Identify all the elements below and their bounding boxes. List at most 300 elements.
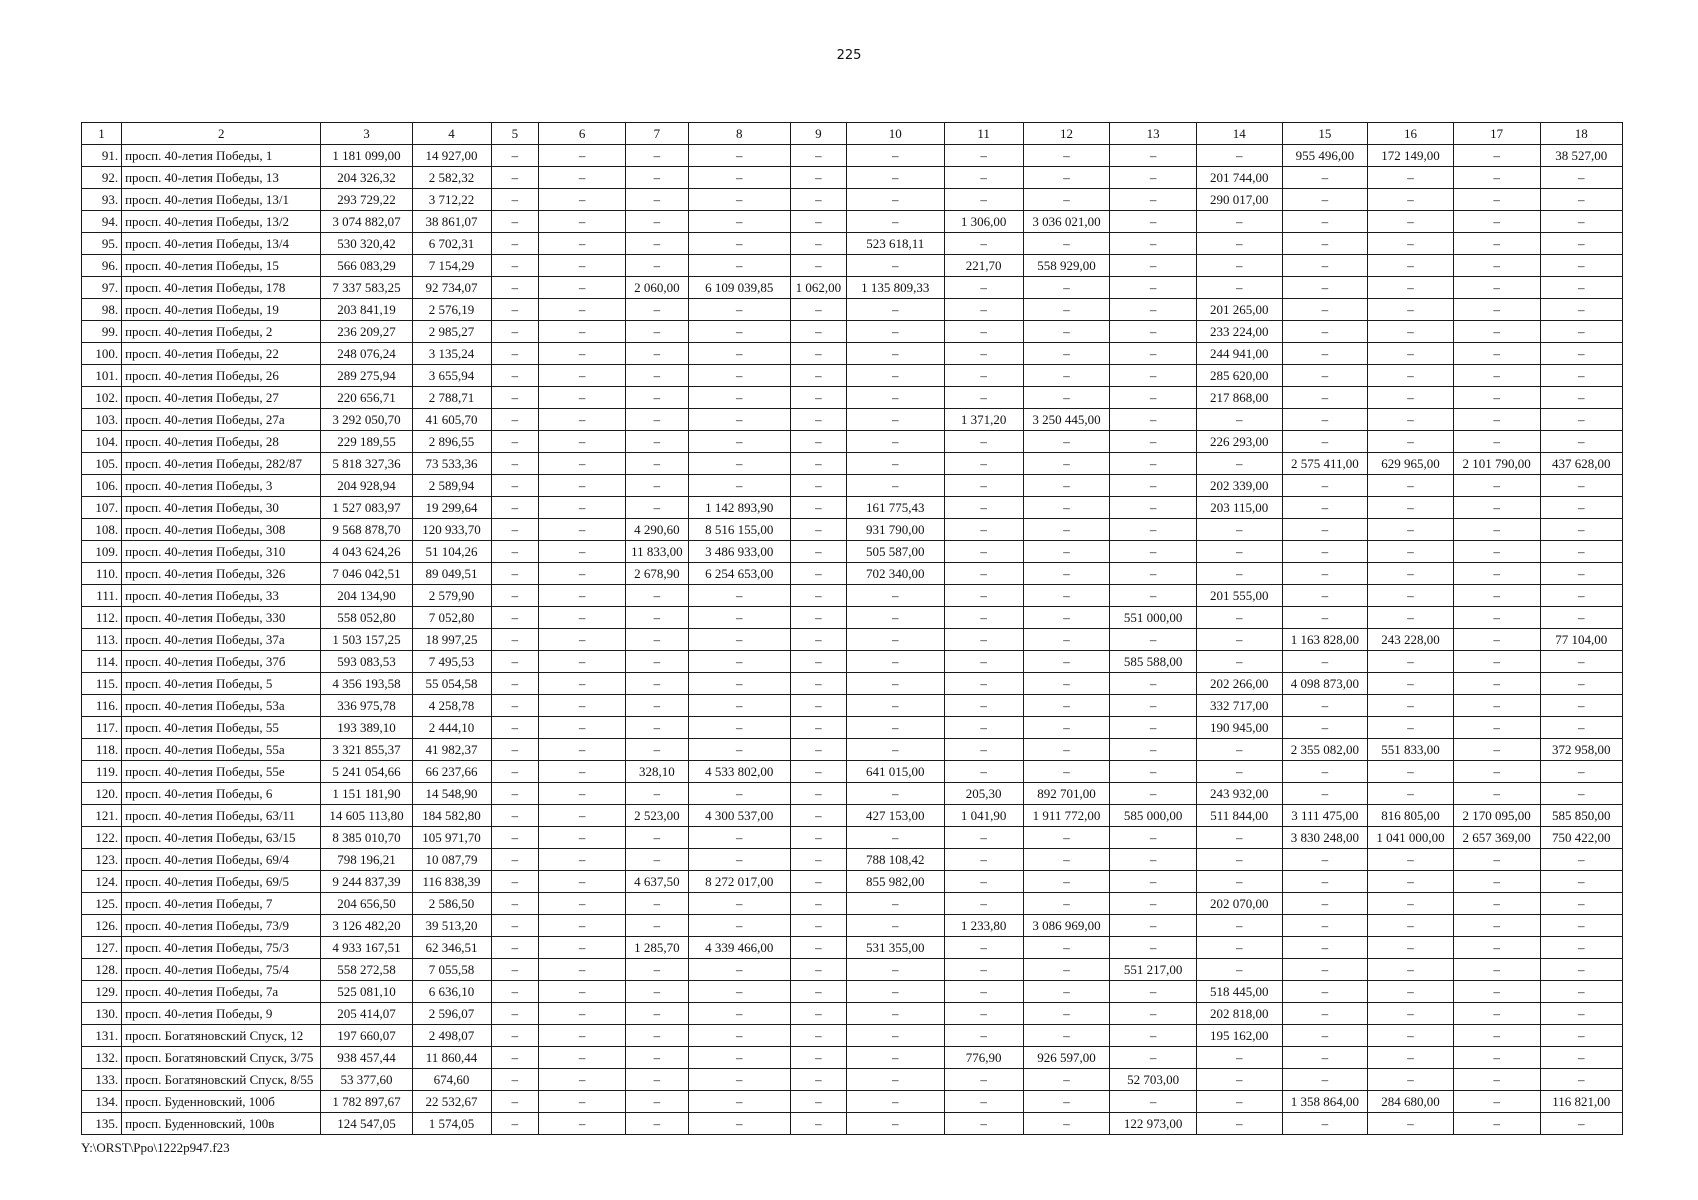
value-cell: – [625,299,688,321]
row-number: 116. [82,695,122,717]
value-cell: – [1453,431,1540,453]
value-cell: – [688,475,790,497]
value-cell: – [1110,629,1197,651]
value-cell: – [491,739,539,761]
page-number: 225 [836,48,862,63]
address-cell: просп. 40-летия Победы, 19 [122,299,321,321]
row-number: 108. [82,519,122,541]
value-cell: 243 228,00 [1368,629,1454,651]
value-cell: – [491,673,539,695]
value-cell: 190 945,00 [1197,717,1283,739]
value-cell: 6 702,31 [412,233,491,255]
address-cell: просп. 40-летия Победы, 30 [122,497,321,519]
value-cell: – [1110,849,1197,871]
value-cell: – [790,717,846,739]
value-cell: – [944,299,1023,321]
value-cell: – [1368,585,1454,607]
row-number: 91. [82,145,122,167]
value-cell: – [1023,497,1110,519]
value-cell: – [1453,321,1540,343]
value-cell: 193 389,10 [321,717,412,739]
column-header: 18 [1540,123,1622,145]
address-cell: просп. Буденновский, 100в [122,1113,321,1135]
value-cell: 55 054,58 [412,673,491,695]
row-number: 121. [82,805,122,827]
value-cell: – [790,849,846,871]
column-header: 9 [790,123,846,145]
address-cell: просп. 40-летия Победы, 33 [122,585,321,607]
value-cell: – [1023,343,1110,365]
value-cell: – [944,981,1023,1003]
value-cell: – [1197,915,1283,937]
value-cell: 220 656,71 [321,387,412,409]
table-row [82,233,1623,255]
value-cell: – [847,981,945,1003]
value-cell: – [539,563,626,585]
row-number: 96. [82,255,122,277]
value-cell: – [491,365,539,387]
value-cell: 11 860,44 [412,1047,491,1069]
value-cell: – [688,959,790,981]
value-cell: – [847,167,945,189]
value-cell: 201 265,00 [1197,299,1283,321]
value-cell: – [491,387,539,409]
address-cell: просп. 40-летия Победы, 55е [122,761,321,783]
value-cell: 530 320,42 [321,233,412,255]
value-cell: – [1453,915,1540,937]
value-cell: 8 516 155,00 [688,519,790,541]
value-cell: – [1453,937,1540,959]
value-cell: – [1110,563,1197,585]
value-cell: – [491,805,539,827]
value-cell: – [625,453,688,475]
value-cell: 289 275,94 [321,365,412,387]
value-cell: 7 495,53 [412,651,491,673]
value-cell: – [790,211,846,233]
value-cell: – [625,343,688,365]
value-cell: 197 660,07 [321,1025,412,1047]
value-cell: 3 486 933,00 [688,541,790,563]
value-cell: – [1368,695,1454,717]
value-cell: – [790,145,846,167]
value-cell: – [491,849,539,871]
value-cell: – [790,563,846,585]
value-cell: – [688,189,790,211]
value-cell: 226 293,00 [1197,431,1283,453]
address-cell: просп. 40-летия Победы, 308 [122,519,321,541]
row-number: 110. [82,563,122,585]
value-cell: – [1197,871,1283,893]
value-cell: – [790,937,846,959]
value-cell: 2 101 790,00 [1453,453,1540,475]
column-header: 2 [122,123,321,145]
column-header: 17 [1453,123,1540,145]
value-cell: – [625,1069,688,1091]
value-cell: – [1197,233,1283,255]
value-cell: – [625,431,688,453]
value-cell: 3 712,22 [412,189,491,211]
value-cell: – [1453,255,1540,277]
value-cell: – [491,871,539,893]
value-cell: 202 818,00 [1197,1003,1283,1025]
value-cell: – [1540,783,1622,805]
value-cell: – [1282,607,1368,629]
value-cell: – [1453,717,1540,739]
value-cell: – [491,321,539,343]
value-cell: – [1110,871,1197,893]
value-cell: – [1540,651,1622,673]
address-cell: просп. 40-летия Победы, 5 [122,673,321,695]
value-cell: 120 933,70 [412,519,491,541]
value-cell: – [491,453,539,475]
value-cell: 2 985,27 [412,321,491,343]
value-cell: – [847,673,945,695]
value-cell: – [790,343,846,365]
value-cell: – [1368,255,1454,277]
value-cell: – [1368,189,1454,211]
value-cell: – [491,1047,539,1069]
value-cell: – [944,563,1023,585]
value-cell: 2 788,71 [412,387,491,409]
value-cell: 3 321 855,37 [321,739,412,761]
value-cell: – [491,717,539,739]
value-cell: 1 142 893,90 [688,497,790,519]
value-cell: 2 586,50 [412,893,491,915]
row-number: 102. [82,387,122,409]
value-cell: 205 414,07 [321,1003,412,1025]
value-cell: – [847,959,945,981]
value-cell: – [1453,233,1540,255]
row-number: 95. [82,233,122,255]
value-cell: 1 527 083,97 [321,497,412,519]
value-cell: – [625,497,688,519]
value-cell: – [1453,959,1540,981]
value-cell: – [539,321,626,343]
value-cell: – [625,739,688,761]
value-cell: – [790,233,846,255]
value-cell: – [1368,343,1454,365]
value-cell: – [688,167,790,189]
value-cell: – [539,189,626,211]
value-cell: – [1540,607,1622,629]
value-cell: – [1453,343,1540,365]
value-cell: – [1197,255,1283,277]
value-cell: – [1540,475,1622,497]
table-row [82,981,1623,1003]
value-cell: – [1023,651,1110,673]
value-cell: – [944,629,1023,651]
value-cell: – [790,1113,846,1135]
value-cell: – [1197,1113,1283,1135]
value-cell: 184 582,80 [412,805,491,827]
address-cell: просп. 40-летия Победы, 28 [122,431,321,453]
value-cell: 328,10 [625,761,688,783]
value-cell: – [688,629,790,651]
value-cell: 511 844,00 [1197,805,1283,827]
value-cell: – [1023,717,1110,739]
value-cell: – [1282,277,1368,299]
value-cell: – [847,453,945,475]
value-cell: – [1368,387,1454,409]
row-number: 103. [82,409,122,431]
value-cell: – [790,321,846,343]
value-cell: – [944,145,1023,167]
value-cell: – [944,673,1023,695]
address-cell: просп. 40-летия Победы, 330 [122,607,321,629]
value-cell: – [790,871,846,893]
value-cell: 38 527,00 [1540,145,1622,167]
value-cell: 4 290,60 [625,519,688,541]
value-cell: – [847,211,945,233]
column-header: 10 [847,123,945,145]
row-number: 92. [82,167,122,189]
value-cell: 7 055,58 [412,959,491,981]
value-cell: 336 975,78 [321,695,412,717]
value-cell: – [1282,431,1368,453]
value-cell: – [1023,321,1110,343]
value-cell: 62 346,51 [412,937,491,959]
value-cell: – [1282,1047,1368,1069]
value-cell: – [1197,211,1283,233]
address-cell: просп. 40-летия Победы, 7 [122,893,321,915]
value-cell: – [847,695,945,717]
value-cell: – [539,299,626,321]
value-cell: 124 547,05 [321,1113,412,1135]
table-row [82,563,1623,585]
value-cell: – [688,233,790,255]
column-header: 7 [625,123,688,145]
table-row [82,211,1623,233]
value-cell: 66 237,66 [412,761,491,783]
value-cell: – [491,145,539,167]
value-cell: 551 833,00 [1368,739,1454,761]
value-cell: – [1453,1025,1540,1047]
value-cell: – [1282,233,1368,255]
value-cell: – [539,365,626,387]
row-number: 112. [82,607,122,629]
table-row [82,365,1623,387]
value-cell: 4 339 466,00 [688,937,790,959]
value-cell: 116 821,00 [1540,1091,1622,1113]
value-cell: – [944,717,1023,739]
column-header: 13 [1110,123,1197,145]
value-cell: – [1453,695,1540,717]
value-cell: – [847,1047,945,1069]
value-cell: – [1453,519,1540,541]
value-cell: 38 861,07 [412,211,491,233]
value-cell: – [491,255,539,277]
value-cell: 558 272,58 [321,959,412,981]
value-cell: – [944,585,1023,607]
value-cell: – [1540,1003,1622,1025]
value-cell: – [847,827,945,849]
value-cell: – [944,497,1023,519]
value-cell: 204 134,90 [321,585,412,607]
value-cell: – [1453,365,1540,387]
value-cell: – [688,1003,790,1025]
value-cell: – [1197,563,1283,585]
value-cell: 18 997,25 [412,629,491,651]
value-cell: – [1110,585,1197,607]
value-cell: – [1110,827,1197,849]
value-cell: – [944,959,1023,981]
value-cell: – [790,475,846,497]
value-cell: 641 015,00 [847,761,945,783]
value-cell: – [1368,1069,1454,1091]
value-cell: – [1282,761,1368,783]
value-cell: – [1453,1003,1540,1025]
column-header: 14 [1197,123,1283,145]
value-cell: – [491,981,539,1003]
value-cell: – [1282,1025,1368,1047]
table-row [82,1113,1623,1135]
row-number: 130. [82,1003,122,1025]
value-cell: – [1368,167,1454,189]
value-cell: – [1110,431,1197,453]
value-cell: – [625,1113,688,1135]
value-cell: – [1110,233,1197,255]
value-cell: – [539,167,626,189]
table-row [82,629,1623,651]
value-cell: 798 196,21 [321,849,412,871]
address-cell: просп. 40-летия Победы, 1 [122,145,321,167]
address-cell: просп. 40-летия Победы, 63/15 [122,827,321,849]
value-cell: – [790,387,846,409]
value-cell: – [1453,651,1540,673]
value-cell: – [1368,893,1454,915]
row-number: 135. [82,1113,122,1135]
value-cell: – [1023,299,1110,321]
table-row [82,255,1623,277]
row-number: 104. [82,431,122,453]
value-cell: – [1453,783,1540,805]
value-cell: 5 241 054,66 [321,761,412,783]
value-cell: – [491,563,539,585]
row-number: 114. [82,651,122,673]
value-cell: – [688,145,790,167]
value-cell: – [1197,277,1283,299]
value-cell: – [1540,519,1622,541]
value-cell: – [1023,585,1110,607]
table-row [82,849,1623,871]
row-number: 111. [82,585,122,607]
value-cell: – [847,629,945,651]
value-cell: 122 973,00 [1110,1113,1197,1135]
value-cell: – [688,299,790,321]
value-cell: 1 782 897,67 [321,1091,412,1113]
value-cell: – [539,1047,626,1069]
value-cell: – [688,849,790,871]
value-cell: 1 911 772,00 [1023,805,1110,827]
value-cell: 7 337 583,25 [321,277,412,299]
value-cell: – [790,959,846,981]
value-cell: – [944,1003,1023,1025]
row-number: 117. [82,717,122,739]
value-cell: 1 371,20 [944,409,1023,431]
value-cell: – [491,211,539,233]
value-cell: 7 052,80 [412,607,491,629]
value-cell: 41 605,70 [412,409,491,431]
value-cell: – [1368,497,1454,519]
value-cell: – [491,497,539,519]
value-cell: – [1282,387,1368,409]
value-cell: 1 135 809,33 [847,277,945,299]
value-cell: – [944,541,1023,563]
value-cell: – [944,1113,1023,1135]
value-cell: 6 636,10 [412,981,491,1003]
value-cell: 3 830 248,00 [1282,827,1368,849]
value-cell: 8 272 017,00 [688,871,790,893]
value-cell: – [1368,431,1454,453]
value-cell: – [1282,695,1368,717]
value-cell: 10 087,79 [412,849,491,871]
value-cell: – [1540,981,1622,1003]
value-cell: 2 355 082,00 [1282,739,1368,761]
value-cell: 855 982,00 [847,871,945,893]
value-cell: – [1540,717,1622,739]
value-cell: – [1110,409,1197,431]
value-cell: 2 582,32 [412,167,491,189]
table-row [82,1047,1623,1069]
value-cell: – [1368,519,1454,541]
value-cell: 14 927,00 [412,145,491,167]
value-cell: – [1540,211,1622,233]
value-cell: – [1023,629,1110,651]
value-cell: – [625,409,688,431]
value-cell: 4 258,78 [412,695,491,717]
value-cell: – [1197,761,1283,783]
table-row [82,1003,1623,1025]
value-cell: – [944,453,1023,475]
value-cell: 5 818 327,36 [321,453,412,475]
value-cell: – [1023,607,1110,629]
table-row [82,915,1623,937]
address-cell: просп. 40-летия Победы, 37а [122,629,321,651]
value-cell: 52 703,00 [1110,1069,1197,1091]
value-cell: – [1110,453,1197,475]
value-cell: 161 775,43 [847,497,945,519]
value-cell: – [539,475,626,497]
value-cell: 531 355,00 [847,937,945,959]
value-cell: 585 000,00 [1110,805,1197,827]
table-row [82,1069,1623,1091]
table-row [82,145,1623,167]
table-row [82,739,1623,761]
value-cell: 9 244 837,39 [321,871,412,893]
value-cell: – [491,1113,539,1135]
value-cell: – [688,783,790,805]
table-header-row [82,123,1623,145]
value-cell: 427 153,00 [847,805,945,827]
value-cell: – [944,365,1023,387]
value-cell: – [625,607,688,629]
value-cell: – [847,915,945,937]
value-cell: 73 533,36 [412,453,491,475]
address-cell: просп. 40-летия Победы, 69/4 [122,849,321,871]
value-cell: – [491,651,539,673]
value-cell: – [1453,607,1540,629]
value-cell: – [1197,849,1283,871]
value-cell: – [1110,1025,1197,1047]
value-cell: – [847,343,945,365]
value-cell: – [1282,409,1368,431]
value-cell: – [944,827,1023,849]
value-cell: – [1023,189,1110,211]
value-cell: – [790,519,846,541]
value-cell: – [1453,739,1540,761]
table-row [82,695,1623,717]
value-cell: – [1453,189,1540,211]
